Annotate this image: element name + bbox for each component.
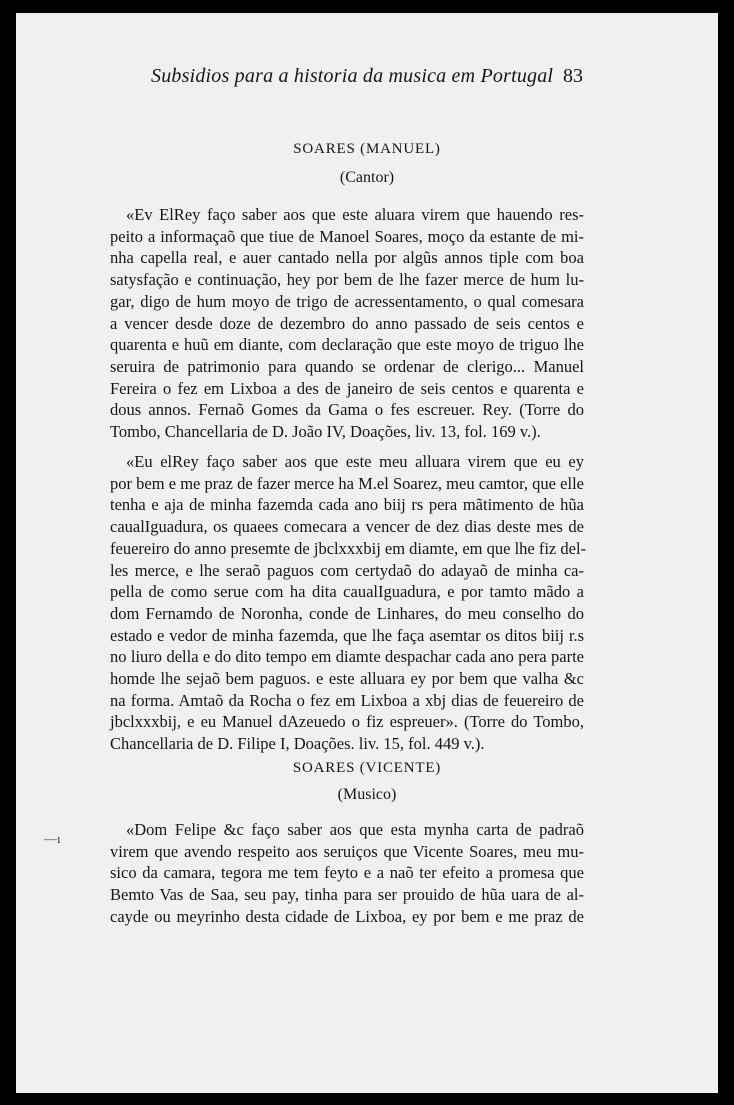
text-line: jbclxxxbij, e eu Manuel dAzeuedo o fiz espreuer». (Torre do Tombo, <box>110 712 584 732</box>
text-line: les merce, e lhe seraõ paguos com certydaõ do adayaõ de minha ca- <box>110 560 584 580</box>
text-line: caualIguadura, os quaees comecara a vencer de dez dias deste mes de <box>110 517 584 537</box>
section-title-manuel: SOARES (MANUEL) <box>293 141 441 157</box>
paragraph-manuel-2 <box>110 451 587 755</box>
text-line: quarenta e huũ em diante, com declaração que este moyo de triguo lhe <box>110 335 584 355</box>
section-title-vicente: SOARES (VICENTE) <box>292 760 442 776</box>
section-subtitle-manuel: (Cantor) <box>339 169 395 186</box>
text-line: estado e vedor de minha fazemda, que lhe faça asemtar os ditos biij r.s <box>110 625 584 645</box>
text-line: sico da camara, tegora me tem feyto e a naõ ter efeito a promesa que <box>110 863 584 883</box>
text-line: «Dom Felipe &c faço saber aos que esta mynha carta de padraõ <box>126 820 584 839</box>
section-subtitle-vicente: (Musico) <box>337 786 397 803</box>
text-line: gar, digo de hum moyo de trigo de acressentamento, o qual comesara <box>110 291 584 311</box>
text-line: Chancellaria de D. Filipe I, Doações. liv. 15, fol. 449 v.). <box>110 734 485 754</box>
text-line: feuereiro do anno presemte de jbclxxxbij em diamte, em que lhe fiz del- <box>110 538 587 558</box>
text-line: peito a informaçaõ que tiue de Manoel Soares, moço da estante de mi- <box>110 226 584 246</box>
text-line: «Eu elRey faço saber aos que este meu alluara virem que eu ey <box>126 452 584 471</box>
text-line: «Ev ElRey faço saber aos que este aluara virem que hauendo res- <box>126 205 584 224</box>
text-line: satysfação e continuação, hey por bem de lhe fazer merce de hum lu- <box>110 270 584 290</box>
paragraph-vicente-1 <box>110 819 584 928</box>
page-number: 83 <box>563 65 583 87</box>
text-line: seruira de patrimonio para quando se ordenar de clerigo... Manuel <box>110 356 584 376</box>
text-line: tenha e aja de minha fazemda cada ano biij rs pera mãtimento de hũa <box>110 495 584 515</box>
text-line: homde lhe sejaõ bem paguos. e este alluara ey por bem que valha &c <box>110 669 584 689</box>
page-header <box>16 65 718 97</box>
text-line: no liuro della e do dito tempo em diamte despachar cada ano pera parte <box>110 647 584 667</box>
text-line: a vencer desde doze de dezembro do anno passado de seis centos e <box>110 313 584 333</box>
book-page <box>16 13 718 1093</box>
margin-mark: —ı <box>44 831 61 846</box>
text-line: Bemto Vas de Saa, seu pay, tinha para ser prouido de hũa uara de al- <box>110 885 584 905</box>
text-line: cayde ou meyrinho desta cidade de Lixboa, ey por bem e me praz de <box>110 906 584 926</box>
text-line: Fereira o fez em Lixboa a des de janeiro de seis centos e quarenta e <box>110 378 584 398</box>
text-line: dom Fernamdo de Noronha, conde de Linhares, do meu conselho do <box>110 603 584 623</box>
text-line: Tombo, Chancellaria de D. João IV, Doações, liv. 13, fol. 169 v.). <box>110 422 541 442</box>
text-line: na forma. Amtaõ da Rocha o fez em Lixboa a xbj dias de feuereiro de <box>110 690 584 710</box>
text-line: pella de como serue com ha dita caualIguadura, e por tamto mãdo a <box>110 582 584 602</box>
paragraph-manuel-1 <box>110 204 584 443</box>
text-line: dous annos. Fernaõ Gomes da Gama o fes escreuer. Rey. (Torre do <box>110 400 584 420</box>
text-line: por bem e me praz de fazer merce ha M.el Soarez, meu camtor, que elle <box>110 473 584 493</box>
text-line: nha capella real, e auer cantado nella por algũs annos tiple com boa <box>110 248 584 268</box>
text-line: virem que avendo respeito aos seruiços que Vicente Soares, meu mu- <box>110 841 584 861</box>
running-title: Subsidios para a historia da musica em Portugal <box>151 65 554 87</box>
